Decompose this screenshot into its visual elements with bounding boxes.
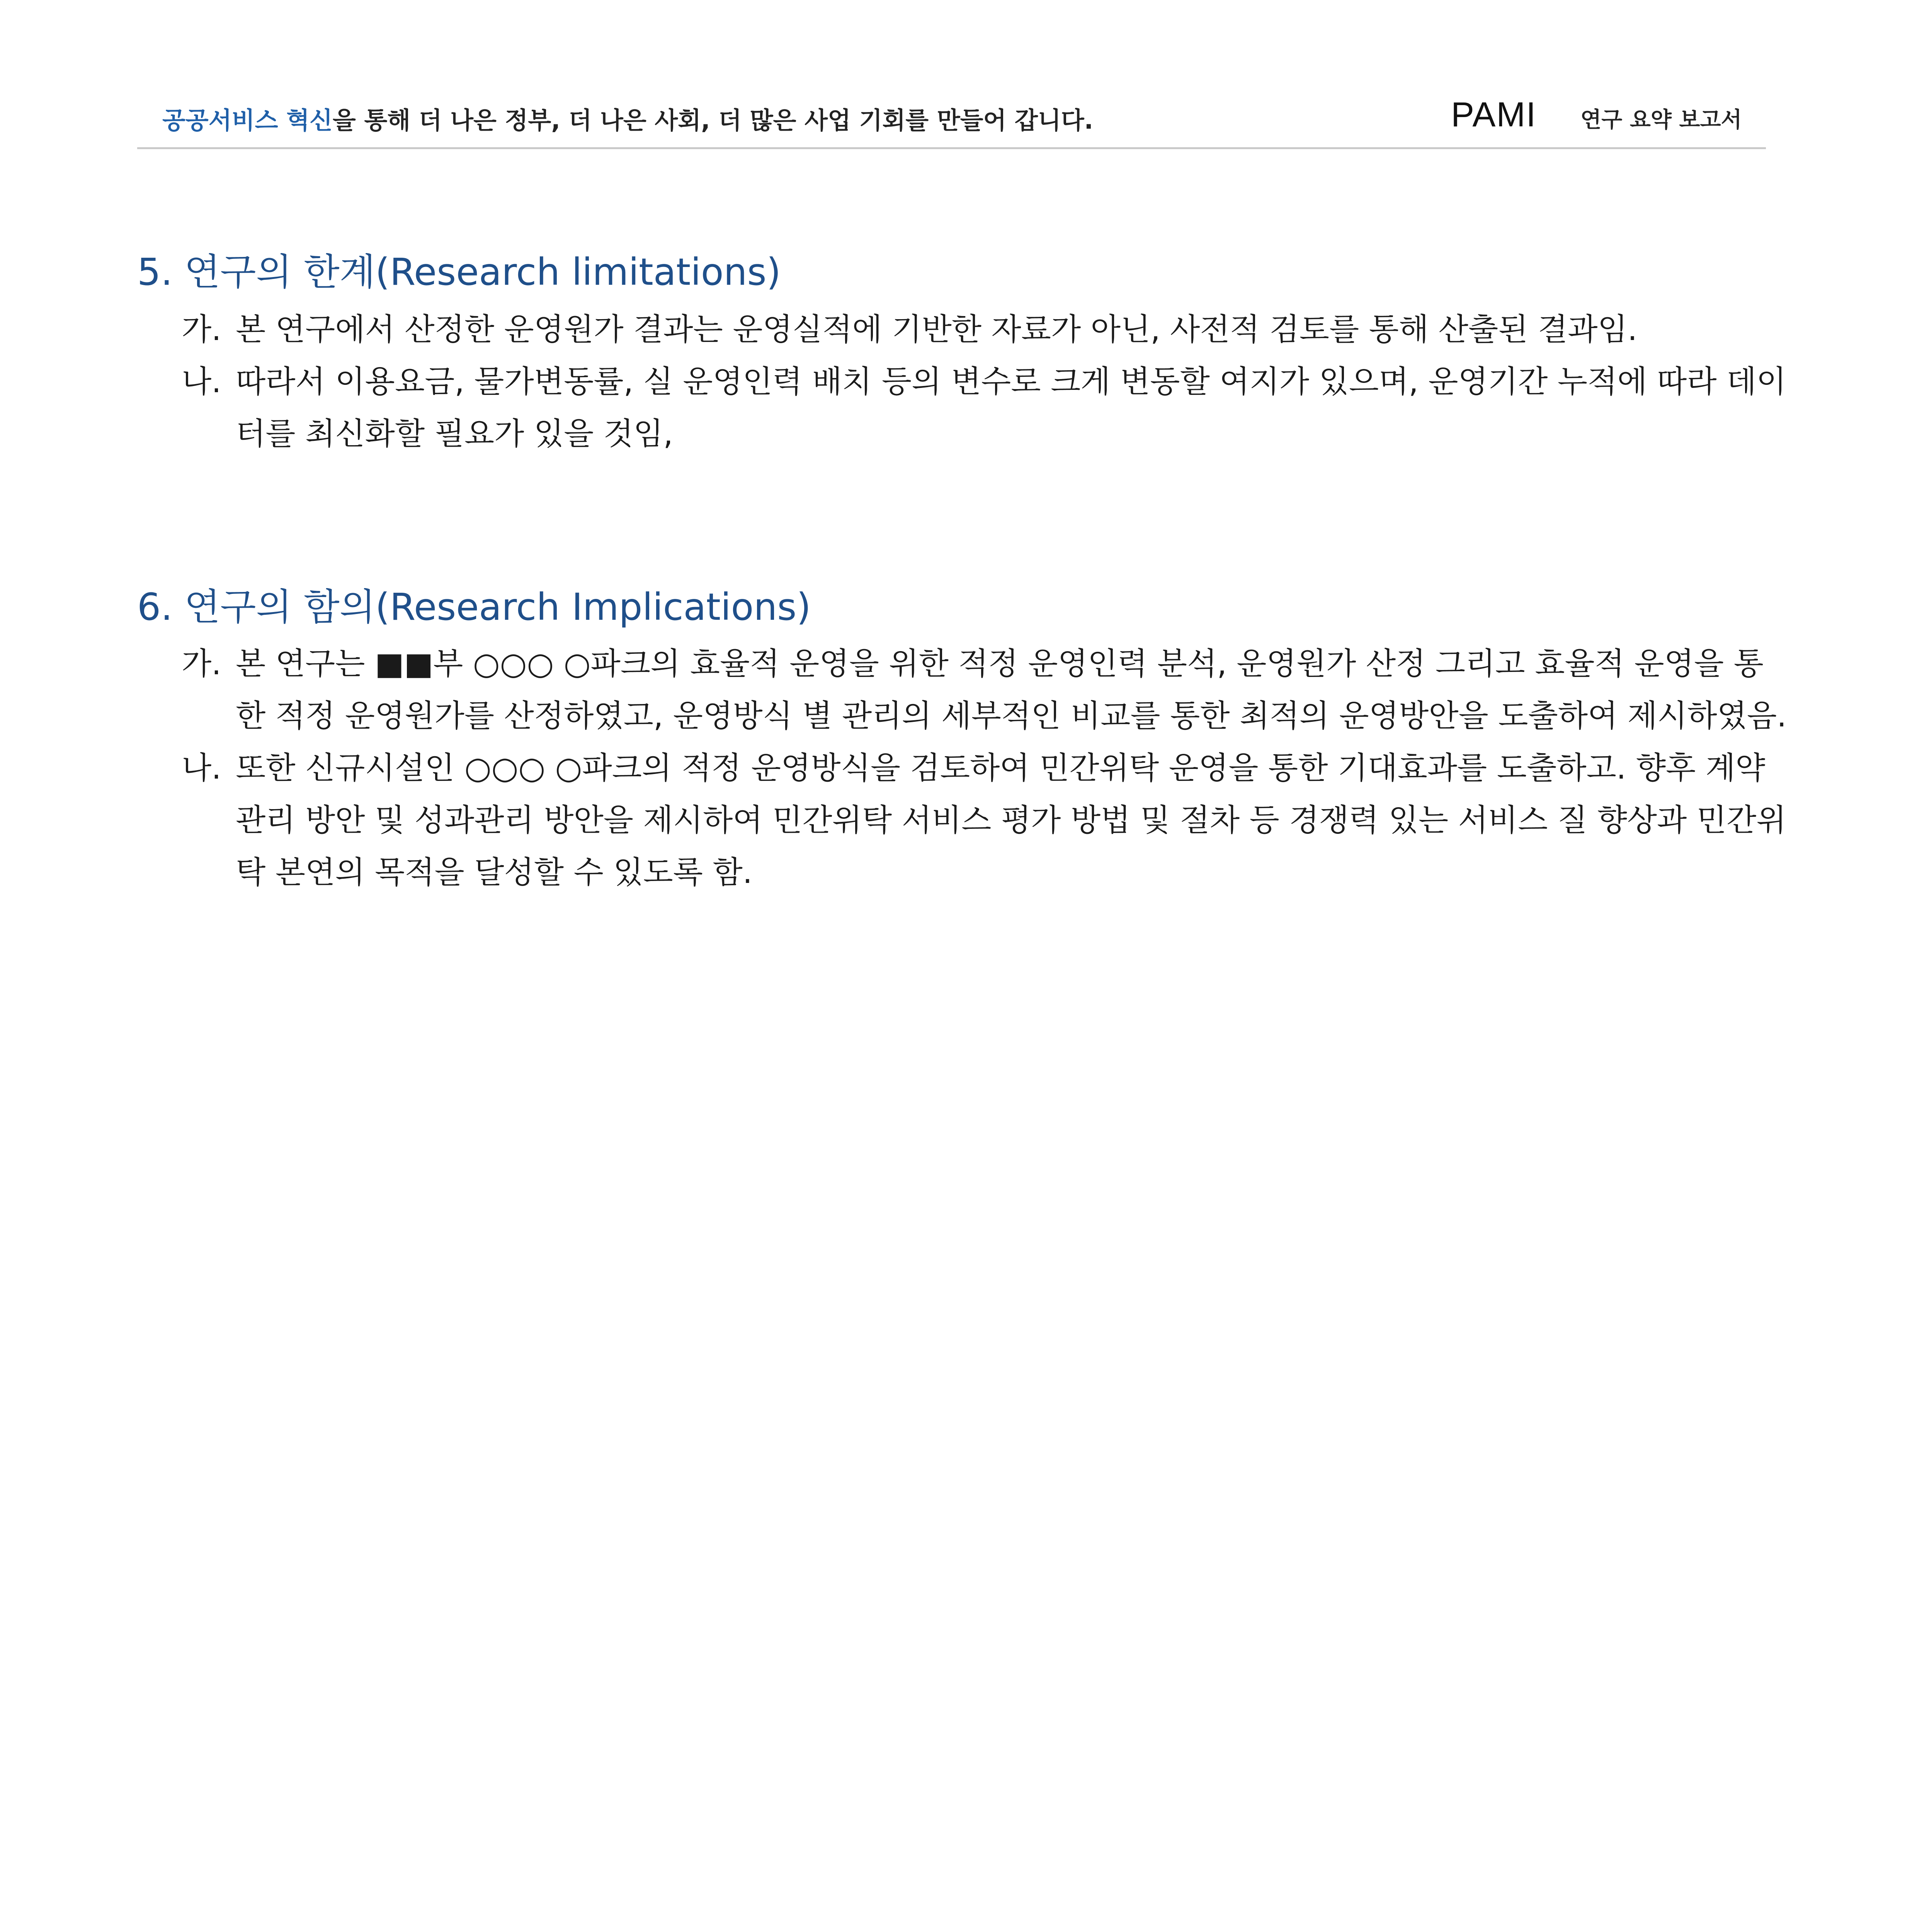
item-marker: 나. (182, 750, 221, 786)
brand-logo-text: PAMI (1451, 95, 1537, 134)
item-marker: 가. (182, 311, 221, 347)
item-text: 또한 신규시설인 ○○○ ○파크의 적정 운영방식을 검토하여 민간위탁 운영을 통한 기대효과를 도출하고. 향후 계약관리 방안 및 성과관리 방안을 제시하여 민간위탁 서비스 평가 방법 및 절차 등 경쟁력 있는 서비스 질 향상과 민간위탁 본연의 목적을 달성할 수 있도록 함. (236, 750, 1786, 890)
slogan-accent: 공공서비스 혁신 (162, 106, 333, 134)
section-6-item-2 (182, 742, 1793, 898)
slogan-rest: 을 통해 더 나은 정부, 더 나은 사회, 더 많은 사업 기회를 만들어 갑니다. (332, 106, 1094, 134)
item-text: 따라서 이용요금, 물가변동률, 실 운영인력 배치 등의 변수로 크게 변동할 여지가 있으며, 운영기간 누적에 따라 데이터를 최신화할 필요가 있을 것임, (236, 364, 1786, 452)
header-divider (137, 147, 1766, 149)
section-5-item-1 (182, 303, 1793, 355)
section-5-item-2 (182, 355, 1793, 460)
report-name: 연구 요약 보고서 (1580, 107, 1742, 133)
header-slogan (162, 101, 1093, 136)
section-5-title: 5. 연구의 한계(Research limitations) (137, 250, 781, 294)
item-text: 본 연구에서 산정한 운영원가 결과는 운영실적에 기반한 자료가 아닌, 사전적 검토를 통해 산출된 결과임. (236, 311, 1638, 347)
section-6-item-1 (182, 638, 1793, 742)
item-marker: 가. (182, 646, 221, 682)
section-6-title: 6. 연구의 함의(Research Implications) (137, 585, 811, 629)
item-text: 본 연구는 ■■부 ○○○ ○파크의 효율적 운영을 위한 적정 운영인력 분석, 운영원가 산정 그리고 효율적 운영을 통한 적정 운영원가를 산정하였고, 운영방식 별 관리의 세부적인 비교를 통한 최적의 운영방안을 도출하여 제시하였음. (236, 646, 1787, 734)
item-marker: 나. (182, 364, 221, 400)
